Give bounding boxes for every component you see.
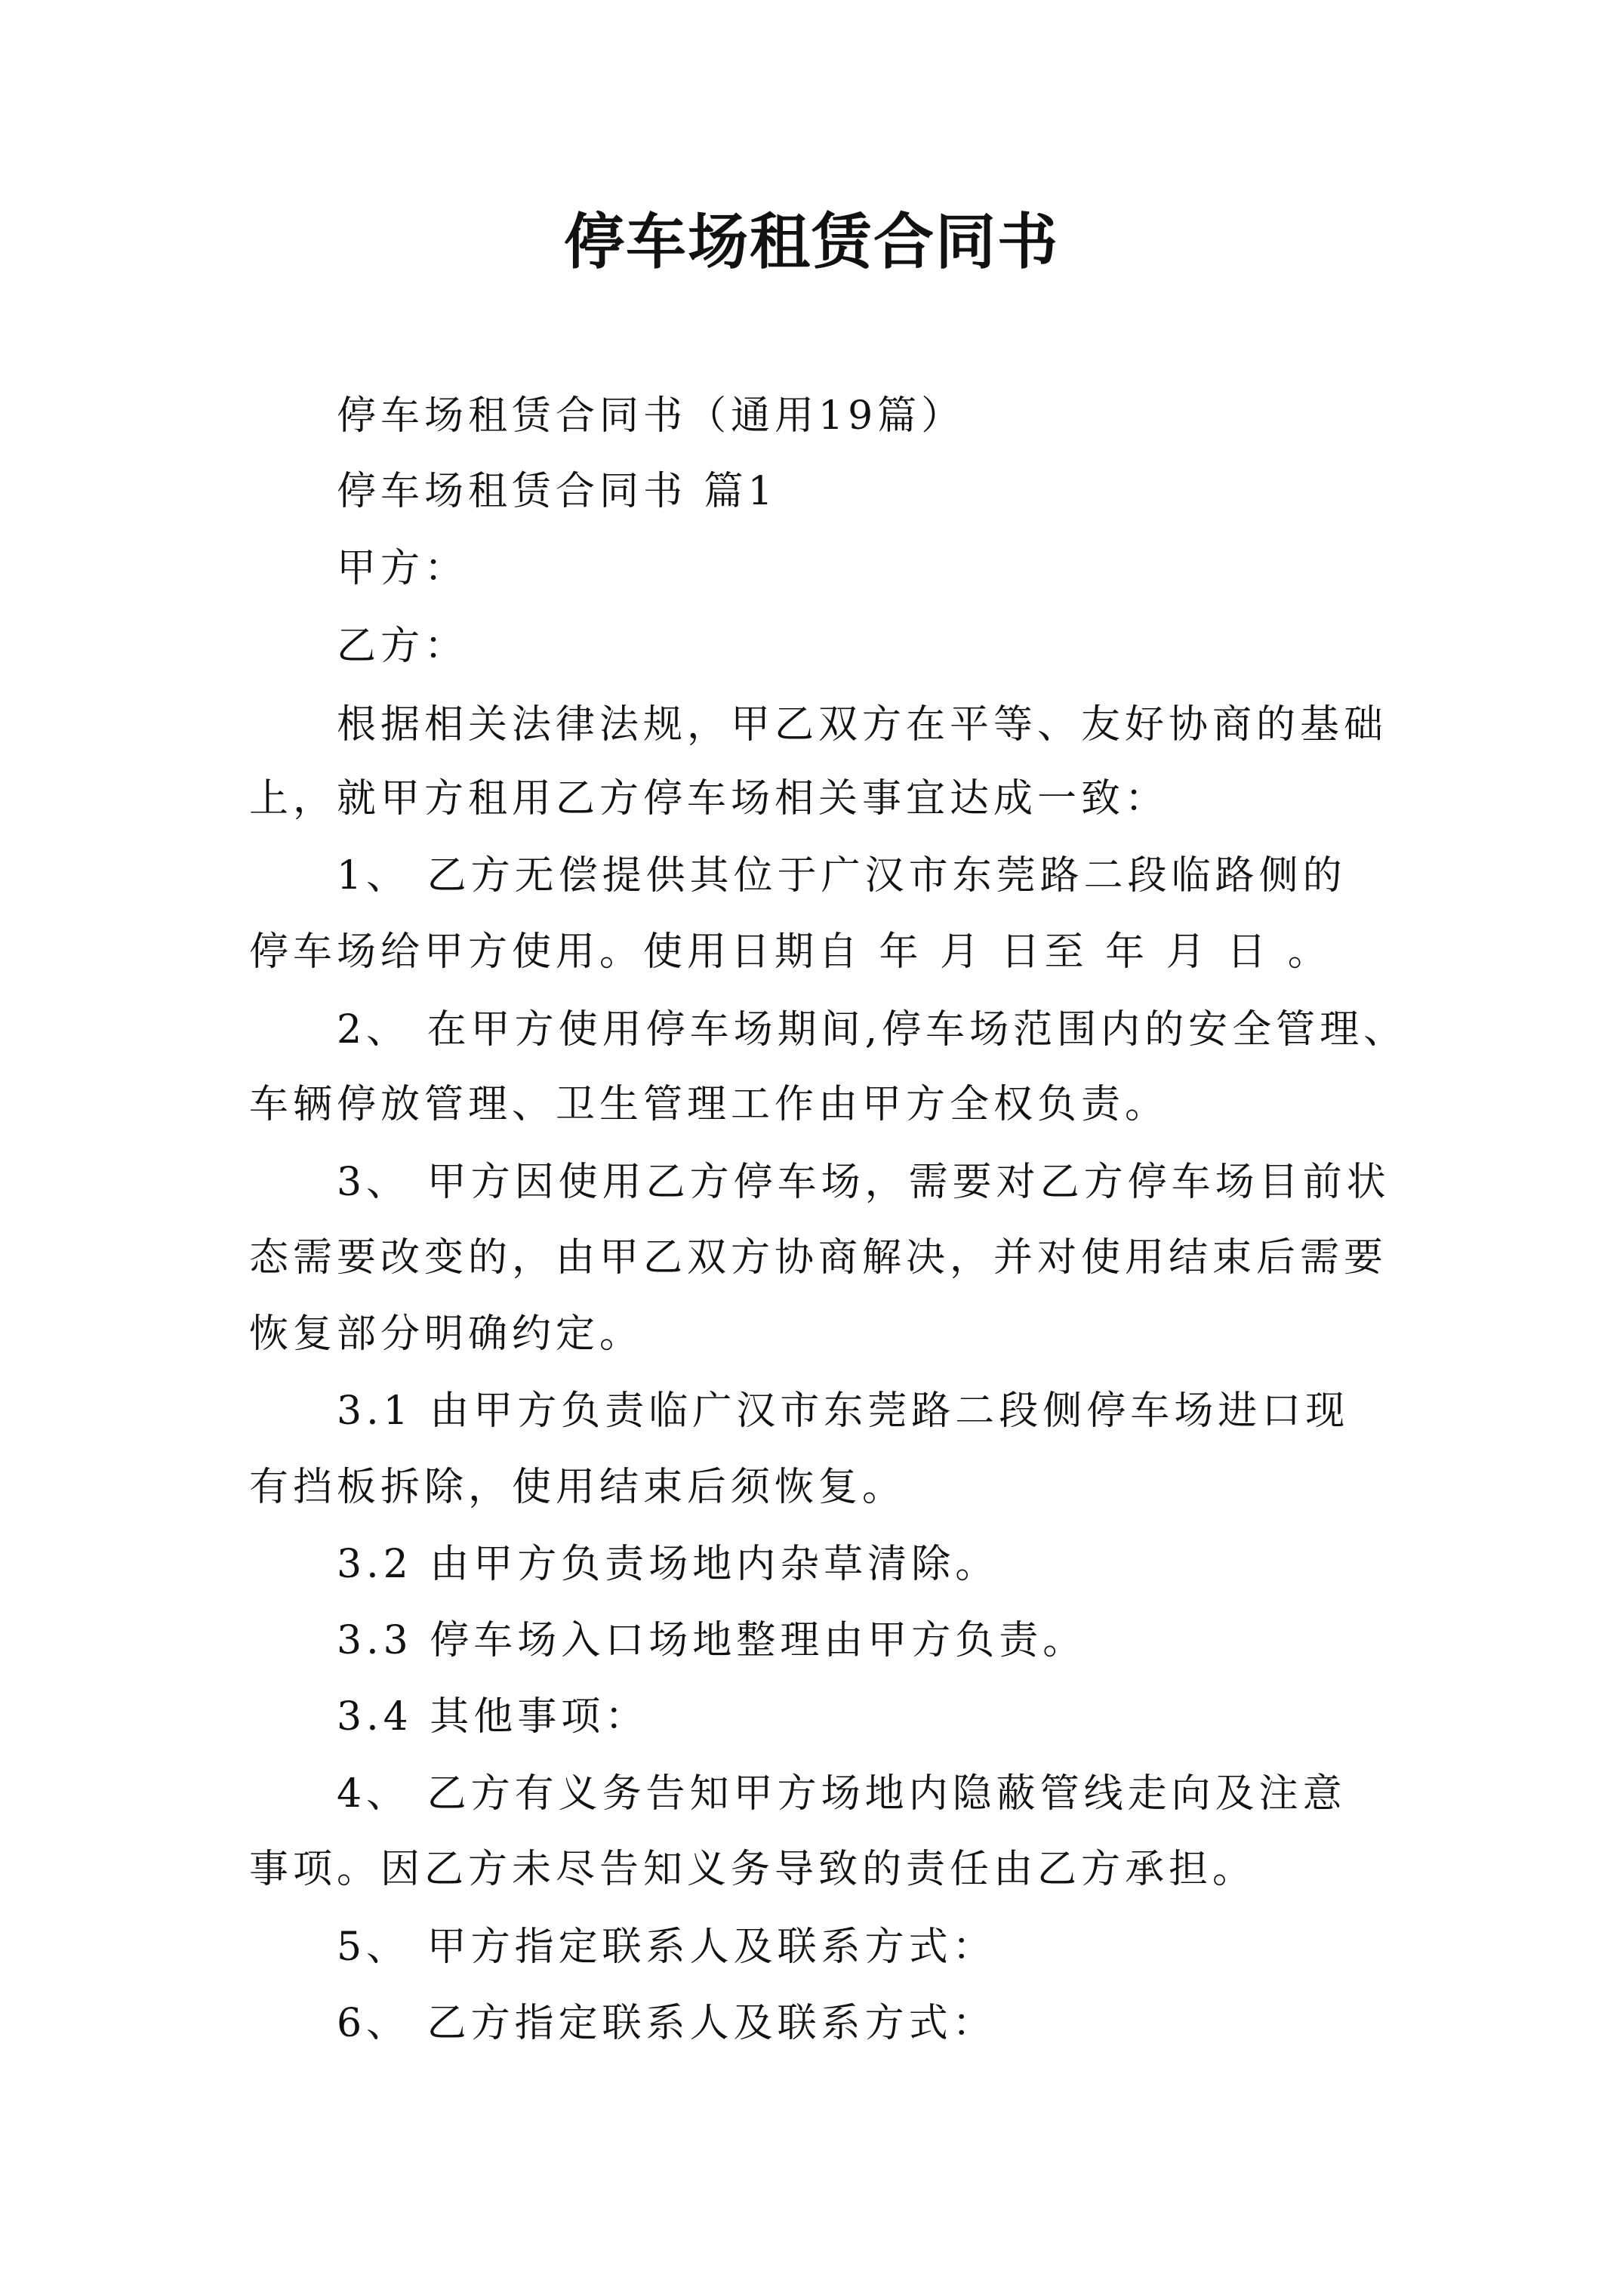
section-heading: 停车场租赁合同书 篇1 [337, 469, 778, 514]
clause-3-3: 3.3 停车场入口场地整理由甲方负责。 [337, 1618, 1087, 1663]
party-a-label: 甲方： [337, 546, 469, 591]
clause-3-line-1: 3、 甲方因使用乙方停车场，需要对乙方停车场目前状 [337, 1160, 1390, 1205]
clause-1-line-2: 停车场给甲方使用。使用日期自 年 月 日至 年 月 日 。 [249, 929, 1332, 975]
clause-3-line-2: 态需要改变的，由甲乙双方协商解决，并对使用结束后需要 [249, 1235, 1388, 1281]
clause-3-2: 3.2 由甲方负责场地内杂草清除。 [337, 1542, 999, 1587]
clause-2-line-2: 车辆停放管理、卫生管理工作由甲方全权负责。 [249, 1082, 1169, 1127]
clause-4-line-1: 4、 乙方有义务告知甲方场地内隐蔽管线走向及注意 [337, 1771, 1347, 1817]
document-title: 停车场租赁合同书 [564, 206, 1059, 277]
clause-2-line-1: 2、 在甲方使用停车场期间,停车场范围内的安全管理、 [337, 1007, 1408, 1052]
clause-3-line-3: 恢复部分明确约定。 [249, 1311, 644, 1357]
clause-3-1-line-2: 有挡板拆除，使用结束后须恢复。 [249, 1465, 907, 1510]
clause-3-4: 3.4 其他事项： [337, 1694, 649, 1740]
clause-4-line-2: 事项。因乙方未尽告知义务导致的责任由乙方承担。 [249, 1847, 1257, 1892]
intro-line-2: 上，就甲方租用乙方停车场相关事宜达成一致： [249, 776, 1169, 821]
document-subtitle: 停车场租赁合同书（通用19篇） [337, 393, 965, 439]
intro-line-1: 根据相关法律法规，甲乙双方在平等、友好协商的基础 [337, 702, 1388, 747]
clause-1-line-1: 1、 乙方无偿提供其位于广汉市东莞路二段临路侧的 [337, 853, 1347, 898]
clause-5: 5、 甲方指定联系人及联系方式： [337, 1925, 996, 1970]
clause-6: 6、 乙方指定联系人及联系方式： [337, 2001, 996, 2046]
clause-3-1-line-1: 3.1 由甲方负责临广汉市东莞路二段侧停车场进口现 [337, 1388, 1350, 1434]
party-b-label: 乙方： [337, 624, 469, 669]
